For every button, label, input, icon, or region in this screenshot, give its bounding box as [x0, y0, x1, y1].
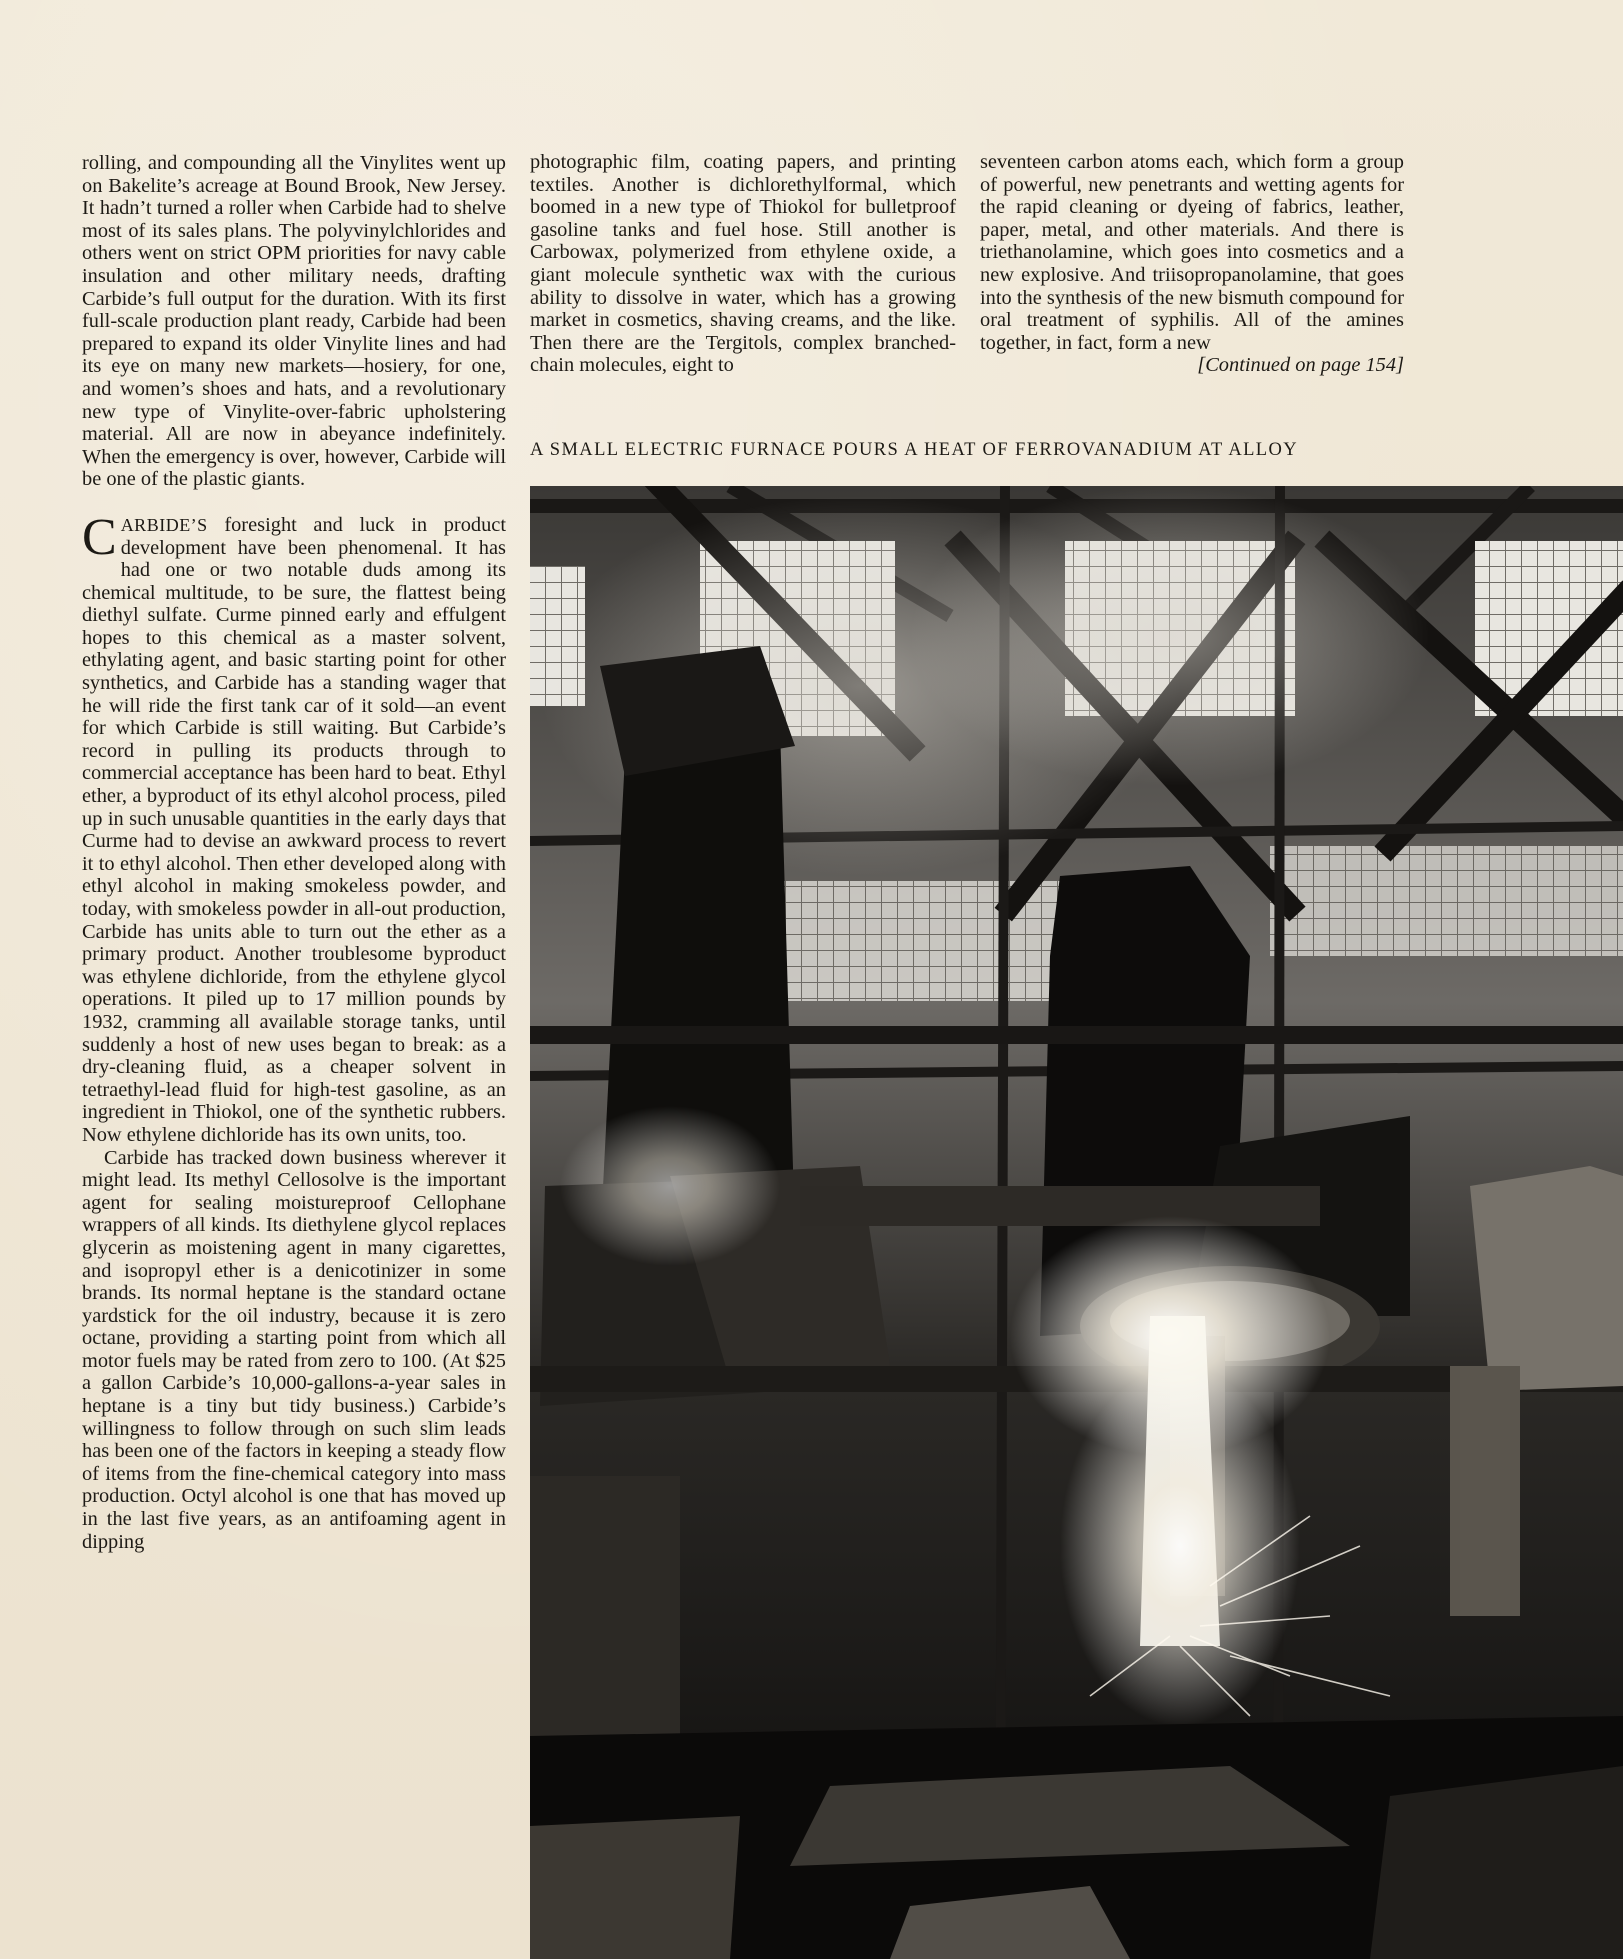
- middle-text-column: [530, 151, 956, 377]
- left-text-column: [82, 152, 506, 1553]
- continued-on-page-link[interactable]: [Continued on page 154]: [1197, 354, 1404, 377]
- factory-window: [1270, 846, 1623, 956]
- right-text-column: [980, 151, 1404, 377]
- paragraph: seventeen carbon atoms each, which form a group of powerful, new penetrants and wetting agents for the rapid cleaning or dyeing of fabrics, leather, paper, metal, and other materials. And there is triethanolamine, which goes into cosmetics and a new explosive. And triisopropanolamine, that goes into the synthesis of the new bismuth compound for oral treatment of syphilis. All of the amines together, in fact, form a new: [980, 151, 1404, 354]
- paragraph: rolling, and compounding all the Vinylites went up on Bakelite’s acreage at Bound Brook, New Jersey. It hadn’t turned a roller when Carbide had to shelve most of its sales plans. The polyvinylchlorides and others went on strict OPM priorities for navy cable insulation and other military needs, drafting Carbide’s full output for the duration. With its first full-scale production plant ready, Carbide had been prepared to expand its older Vinylite lines and had its eye on many new markets—hosiery, for one, and women’s shoes and hats, and a revolutionary new type of Vinylite-over-fabric upholstering material. All are now in abeyance indefinitely. When the emergency is over, however, Carbide will be one of the plastic giants.: [82, 152, 506, 491]
- photo-caption: A SMALL ELECTRIC FURNACE POURS A HEAT OF FERROVANADIUM AT ALLOY: [530, 440, 1299, 460]
- side-cowling: [1470, 1166, 1623, 1391]
- small-caps-lead: ARBIDE’S: [120, 514, 208, 535]
- paragraph: photographic film, coating papers, and printing textiles. Another is dichlorethylformal, which boomed in a new type of Thiokol for bulletproof gasoline tanks and fuel hose. Still another is Carbowax, polymerized from ethylene oxide, a giant molecule synthetic wax with the curious ability to dissolve in water, which has a growing market in cosmetics, shaving creams, and the like. Then there are the Tergitols, complex branched-chain molecules, eight to: [530, 151, 956, 377]
- paragraph-dropcap: [82, 508, 506, 1147]
- photo-illustration: [530, 486, 1623, 1959]
- drop-cap-letter: C: [82, 508, 117, 566]
- paragraph: Carbide has tracked down business wherever it might lead. Its methyl Cellosolve is the important agent for sealing moistureproof Cellophane wrappers of all kinds. Its diethylene glycol replaces glycerin as moistening agent in many cigarettes, and isopropyl ether is a denicotinizer in some brands. Its normal heptane is the standard octane yardstick for the oil industry, because it is zero octane, providing a starting point from which all motor fuels may be rated from zero to 100. (At $25 a gallon Carbide’s 10,000-gallons-a-year sales in heptane is a tiny but tidy business.) Carbide’s willingness to follow through on such slim leads has been one of the factors in keeping a steady flow of items from the fine-chemical category into mass production. Octyl alcohol is one that has moved up in the last five years, as an antifoaming agent in dipping: [82, 1146, 506, 1553]
- paragraph-body: foresight and luck in product development have been phenomenal. It has had one or two notable duds among its chemical multitude, to be sure, the flattest being diethyl sulfate. Curme pinned early and effulgent hopes to this chemical as a master solvent, ethylating agent, and basic starting point for other synthetics, and Carbide has a standing wager that he will ride the first tank car of it sold—an event for which Carbide is still waiting. But Carbide’s record in pulling its products through to commercial acceptance has been hard to beat. Ethyl ether, a byproduct of its ethyl alcohol process, piled up in such unusable quantities in the early days that Curme had to devise an awkward process to revert it to ethyl alcohol. Then ether developed along with ethyl alcohol in making smokeless powder, and today, with smokeless powder in all-out production, Carbide has units able to turn out the ether as a primary product. Another troublesome byproduct was ethylene dichloride, from the ethylene glycol operations. It piled up to 17 million pounds by 1932, cramming all available storage tanks, until suddenly a host of new uses began to break: as a dry-cleaning fluid, as a cheaper solvent in tetraethyl-lead fluid for high-test gasoline, as an ingredient in Thiokol, one of the synthetic rubbers. Now ethylene dichloride has its own units, too.: [82, 513, 506, 1146]
- industrial-furnace-photo: [530, 486, 1623, 1959]
